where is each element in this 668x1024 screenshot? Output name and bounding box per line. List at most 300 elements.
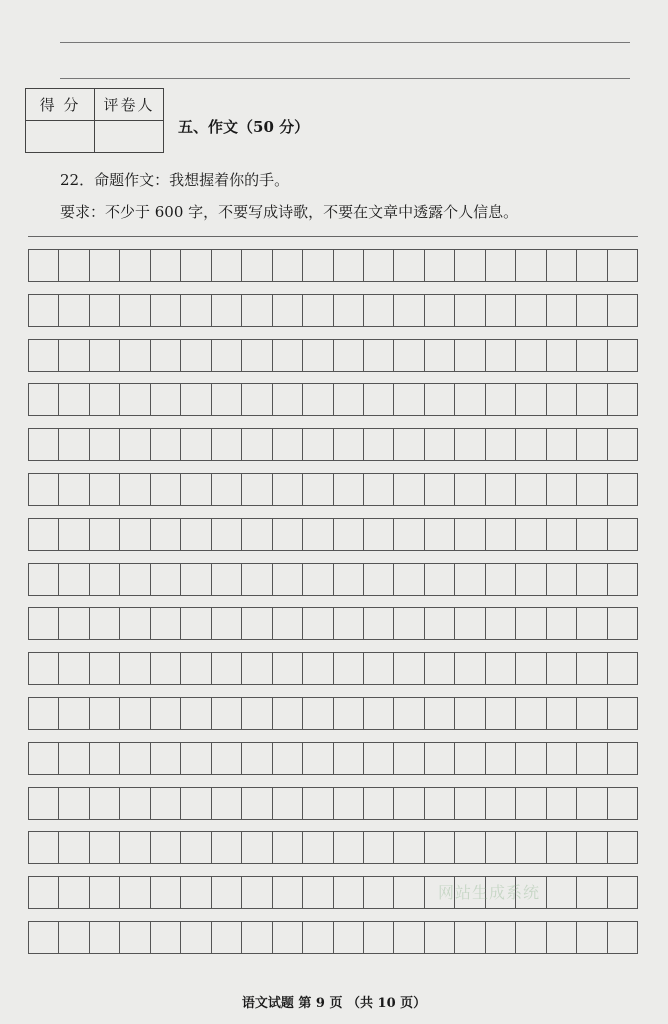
grid-cell[interactable]: [119, 653, 149, 684]
grid-cell[interactable]: [89, 877, 119, 908]
grid-cell[interactable]: [211, 340, 241, 371]
grid-cell[interactable]: [28, 877, 58, 908]
grid-cell[interactable]: [119, 295, 149, 326]
grid-cell[interactable]: [58, 340, 88, 371]
grid-cell[interactable]: [485, 608, 515, 639]
grid-cell[interactable]: [272, 429, 302, 460]
grid-cell[interactable]: [89, 340, 119, 371]
grid-cell[interactable]: [576, 340, 606, 371]
grid-cell[interactable]: [363, 743, 393, 774]
grid-cell[interactable]: [211, 788, 241, 819]
grid-cell[interactable]: [333, 653, 363, 684]
grid-cell[interactable]: [119, 564, 149, 595]
grid-cell[interactable]: [454, 564, 484, 595]
grid-cell[interactable]: [485, 429, 515, 460]
grid-cell[interactable]: [89, 564, 119, 595]
grid-cell[interactable]: [302, 384, 332, 415]
grid-cell[interactable]: [302, 743, 332, 774]
grid-cell[interactable]: [607, 788, 638, 819]
grid-cell[interactable]: [180, 922, 210, 953]
grid-cell[interactable]: [515, 384, 545, 415]
grid-cell[interactable]: [28, 653, 58, 684]
grid-cell[interactable]: [211, 698, 241, 729]
grid-cell[interactable]: [211, 922, 241, 953]
grid-cell[interactable]: [485, 788, 515, 819]
grid-cell[interactable]: [241, 698, 271, 729]
grid-cell[interactable]: [58, 698, 88, 729]
grid-cell[interactable]: [302, 250, 332, 281]
grid-cell[interactable]: [241, 922, 271, 953]
grid-cell[interactable]: [424, 832, 454, 863]
grid-cell[interactable]: [211, 653, 241, 684]
grid-cell[interactable]: [241, 250, 271, 281]
grid-cell[interactable]: [333, 295, 363, 326]
grid-cell[interactable]: [180, 519, 210, 550]
grid-cell[interactable]: [393, 295, 423, 326]
grid-cell[interactable]: [576, 474, 606, 505]
grid-cell[interactable]: [58, 295, 88, 326]
grid-cell[interactable]: [272, 608, 302, 639]
grid-cell[interactable]: [576, 384, 606, 415]
grid-cell[interactable]: [454, 788, 484, 819]
grid-cell[interactable]: [454, 429, 484, 460]
grid-cell[interactable]: [302, 698, 332, 729]
grid-cell[interactable]: [119, 698, 149, 729]
grid-cell[interactable]: [515, 608, 545, 639]
grid-cell[interactable]: [607, 877, 638, 908]
grid-cell[interactable]: [333, 788, 363, 819]
grid-cell[interactable]: [211, 474, 241, 505]
grid-cell[interactable]: [241, 653, 271, 684]
grid-cell[interactable]: [607, 743, 638, 774]
grid-cell[interactable]: [180, 429, 210, 460]
grid-cell[interactable]: [393, 698, 423, 729]
grid-cell[interactable]: [454, 474, 484, 505]
grid-cell[interactable]: [333, 384, 363, 415]
grid-cell[interactable]: [607, 519, 638, 550]
grid-cell[interactable]: [607, 384, 638, 415]
grid-cell[interactable]: [58, 564, 88, 595]
grid-cell[interactable]: [180, 295, 210, 326]
grid-cell[interactable]: [424, 474, 454, 505]
grid-cell[interactable]: [89, 429, 119, 460]
grid-cell[interactable]: [576, 788, 606, 819]
grid-cell[interactable]: [485, 384, 515, 415]
grid-cell[interactable]: [576, 519, 606, 550]
grid-cell[interactable]: [58, 519, 88, 550]
grid-cell[interactable]: [333, 608, 363, 639]
grid-cell[interactable]: [424, 788, 454, 819]
grid-cell[interactable]: [89, 788, 119, 819]
grid-cell[interactable]: [150, 832, 180, 863]
grid-cell[interactable]: [485, 340, 515, 371]
grid-cell[interactable]: [333, 922, 363, 953]
grid-cell[interactable]: [363, 429, 393, 460]
grid-cell[interactable]: [515, 832, 545, 863]
grid-cell[interactable]: [272, 788, 302, 819]
grid-cell[interactable]: [241, 340, 271, 371]
grid-cell[interactable]: [393, 250, 423, 281]
grid-cell[interactable]: [150, 922, 180, 953]
grid-cell[interactable]: [333, 340, 363, 371]
grid-cell[interactable]: [576, 429, 606, 460]
grid-cell[interactable]: [424, 743, 454, 774]
grid-cell[interactable]: [150, 340, 180, 371]
grid-cell[interactable]: [241, 743, 271, 774]
grid-cell[interactable]: [211, 519, 241, 550]
grid-cell[interactable]: [119, 922, 149, 953]
grid-cell[interactable]: [333, 429, 363, 460]
grid-cell[interactable]: [515, 564, 545, 595]
grid-cell[interactable]: [393, 788, 423, 819]
grid-cell[interactable]: [241, 384, 271, 415]
grid-cell[interactable]: [28, 788, 58, 819]
grid-cell[interactable]: [393, 608, 423, 639]
grid-cell[interactable]: [89, 743, 119, 774]
grid-cell[interactable]: [150, 743, 180, 774]
grid-cell[interactable]: [89, 384, 119, 415]
grid-cell[interactable]: [302, 832, 332, 863]
grid-cell[interactable]: [180, 340, 210, 371]
grid-cell[interactable]: [150, 474, 180, 505]
grid-cell[interactable]: [302, 653, 332, 684]
grid-cell[interactable]: [363, 340, 393, 371]
grid-cell[interactable]: [272, 653, 302, 684]
grid-cell[interactable]: [546, 384, 576, 415]
grid-cell[interactable]: [211, 429, 241, 460]
grid-cell[interactable]: [607, 564, 638, 595]
grid-cell[interactable]: [28, 340, 58, 371]
grid-cell[interactable]: [424, 250, 454, 281]
grid-cell[interactable]: [485, 922, 515, 953]
grid-cell[interactable]: [363, 250, 393, 281]
grid-cell[interactable]: [211, 608, 241, 639]
grid-cell[interactable]: [607, 250, 638, 281]
grid-cell[interactable]: [119, 429, 149, 460]
grid-cell[interactable]: [302, 474, 332, 505]
grid-cell[interactable]: [454, 832, 484, 863]
grid-cell[interactable]: [241, 608, 271, 639]
grid-cell[interactable]: [363, 474, 393, 505]
grid-cell[interactable]: [607, 832, 638, 863]
grid-cell[interactable]: [28, 250, 58, 281]
grid-cell[interactable]: [272, 877, 302, 908]
grid-cell[interactable]: [333, 698, 363, 729]
grid-cell[interactable]: [119, 474, 149, 505]
grid-cell[interactable]: [485, 653, 515, 684]
grid-cell[interactable]: [119, 743, 149, 774]
grid-cell[interactable]: [58, 384, 88, 415]
grid-cell[interactable]: [607, 698, 638, 729]
grid-cell[interactable]: [333, 519, 363, 550]
grid-cell[interactable]: [89, 653, 119, 684]
grid-cell[interactable]: [272, 564, 302, 595]
grid-cell[interactable]: [302, 922, 332, 953]
grid-cell[interactable]: [272, 698, 302, 729]
grid-cell[interactable]: [393, 922, 423, 953]
grid-cell[interactable]: [119, 384, 149, 415]
grid-cell[interactable]: [150, 698, 180, 729]
grid-cell[interactable]: [333, 564, 363, 595]
grid-cell[interactable]: [180, 384, 210, 415]
grid-cell[interactable]: [28, 519, 58, 550]
grid-cell[interactable]: [272, 743, 302, 774]
grid-cell[interactable]: [393, 519, 423, 550]
grid-cell[interactable]: [363, 698, 393, 729]
grid-cell[interactable]: [546, 788, 576, 819]
grid-cell[interactable]: [393, 429, 423, 460]
grid-cell[interactable]: [363, 519, 393, 550]
score-field[interactable]: [26, 121, 95, 153]
grid-cell[interactable]: [424, 608, 454, 639]
grid-cell[interactable]: [150, 608, 180, 639]
grid-cell[interactable]: [454, 608, 484, 639]
grid-cell[interactable]: [150, 429, 180, 460]
grid-cell[interactable]: [150, 519, 180, 550]
grid-cell[interactable]: [150, 250, 180, 281]
grid-cell[interactable]: [393, 564, 423, 595]
grid-cell[interactable]: [393, 384, 423, 415]
grid-cell[interactable]: [241, 474, 271, 505]
grid-cell[interactable]: [363, 564, 393, 595]
grid-cell[interactable]: [393, 653, 423, 684]
grid-cell[interactable]: [28, 922, 58, 953]
grid-cell[interactable]: [241, 519, 271, 550]
grid-cell[interactable]: [485, 832, 515, 863]
grid-cell[interactable]: [515, 653, 545, 684]
grid-cell[interactable]: [119, 832, 149, 863]
grid-cell[interactable]: [302, 340, 332, 371]
grid-cell[interactable]: [607, 295, 638, 326]
grid-cell[interactable]: [302, 295, 332, 326]
grid-cell[interactable]: [180, 832, 210, 863]
grid-cell[interactable]: [515, 474, 545, 505]
grid-cell[interactable]: [211, 564, 241, 595]
grid-cell[interactable]: [546, 653, 576, 684]
grid-cell[interactable]: [393, 877, 423, 908]
grid-cell[interactable]: [454, 384, 484, 415]
grid-cell[interactable]: [272, 922, 302, 953]
grid-cell[interactable]: [272, 340, 302, 371]
grid-cell[interactable]: [58, 474, 88, 505]
grid-cell[interactable]: [89, 608, 119, 639]
grid-cell[interactable]: [454, 250, 484, 281]
grid-cell[interactable]: [58, 788, 88, 819]
grid-cell[interactable]: [58, 250, 88, 281]
grid-cell[interactable]: [302, 877, 332, 908]
grid-cell[interactable]: [607, 922, 638, 953]
grid-cell[interactable]: [180, 608, 210, 639]
grid-cell[interactable]: [119, 340, 149, 371]
grid-cell[interactable]: [58, 743, 88, 774]
grid-cell[interactable]: [180, 788, 210, 819]
grid-cell[interactable]: [576, 608, 606, 639]
grid-cell[interactable]: [363, 877, 393, 908]
grid-cell[interactable]: [576, 832, 606, 863]
grid-cell[interactable]: [119, 788, 149, 819]
grid-cell[interactable]: [576, 698, 606, 729]
grid-cell[interactable]: [515, 788, 545, 819]
grid-cell[interactable]: [89, 832, 119, 863]
grid-cell[interactable]: [180, 698, 210, 729]
grid-cell[interactable]: [363, 922, 393, 953]
grid-cell[interactable]: [546, 832, 576, 863]
grid-cell[interactable]: [515, 250, 545, 281]
grid-cell[interactable]: [180, 877, 210, 908]
grid-cell[interactable]: [211, 877, 241, 908]
grid-cell[interactable]: [546, 743, 576, 774]
grid-cell[interactable]: [546, 877, 576, 908]
grid-cell[interactable]: [576, 922, 606, 953]
grid-cell[interactable]: [515, 340, 545, 371]
grid-cell[interactable]: [515, 922, 545, 953]
grid-cell[interactable]: [424, 384, 454, 415]
grid-cell[interactable]: [211, 743, 241, 774]
grid-cell[interactable]: [424, 429, 454, 460]
grid-cell[interactable]: [150, 877, 180, 908]
grid-cell[interactable]: [485, 519, 515, 550]
grid-cell[interactable]: [546, 295, 576, 326]
grid-cell[interactable]: [150, 653, 180, 684]
grid-cell[interactable]: [363, 653, 393, 684]
grid-cell[interactable]: [546, 564, 576, 595]
grid-cell[interactable]: [272, 384, 302, 415]
grid-cell[interactable]: [89, 519, 119, 550]
grader-field[interactable]: [95, 121, 164, 153]
grid-cell[interactable]: [333, 877, 363, 908]
grid-cell[interactable]: [454, 922, 484, 953]
grid-cell[interactable]: [546, 474, 576, 505]
grid-cell[interactable]: [302, 788, 332, 819]
grid-cell[interactable]: [333, 743, 363, 774]
grid-cell[interactable]: [607, 653, 638, 684]
grid-cell[interactable]: [58, 832, 88, 863]
grid-cell[interactable]: [576, 877, 606, 908]
grid-cell[interactable]: [302, 564, 332, 595]
grid-cell[interactable]: [58, 877, 88, 908]
grid-cell[interactable]: [211, 250, 241, 281]
grid-cell[interactable]: [546, 519, 576, 550]
grid-cell[interactable]: [89, 922, 119, 953]
grid-cell[interactable]: [607, 340, 638, 371]
grid-cell[interactable]: [393, 340, 423, 371]
grid-cell[interactable]: [393, 832, 423, 863]
grid-cell[interactable]: [241, 429, 271, 460]
grid-cell[interactable]: [485, 250, 515, 281]
grid-cell[interactable]: [546, 340, 576, 371]
grid-cell[interactable]: [28, 474, 58, 505]
grid-cell[interactable]: [150, 295, 180, 326]
grid-cell[interactable]: [28, 295, 58, 326]
grid-cell[interactable]: [546, 922, 576, 953]
grid-cell[interactable]: [28, 832, 58, 863]
grid-cell[interactable]: [546, 250, 576, 281]
grid-cell[interactable]: [424, 564, 454, 595]
grid-cell[interactable]: [272, 832, 302, 863]
grid-cell[interactable]: [424, 340, 454, 371]
grid-cell[interactable]: [272, 295, 302, 326]
grid-cell[interactable]: [576, 564, 606, 595]
grid-cell[interactable]: [89, 698, 119, 729]
grid-cell[interactable]: [150, 564, 180, 595]
grid-cell[interactable]: [485, 295, 515, 326]
grid-cell[interactable]: [424, 698, 454, 729]
grid-cell[interactable]: [28, 429, 58, 460]
grid-cell[interactable]: [576, 250, 606, 281]
grid-cell[interactable]: [424, 295, 454, 326]
grid-cell[interactable]: [241, 832, 271, 863]
grid-cell[interactable]: [576, 743, 606, 774]
grid-cell[interactable]: [180, 564, 210, 595]
grid-cell[interactable]: [272, 250, 302, 281]
grid-cell[interactable]: [58, 922, 88, 953]
grid-cell[interactable]: [302, 519, 332, 550]
grid-cell[interactable]: [333, 832, 363, 863]
grid-cell[interactable]: [211, 384, 241, 415]
grid-cell[interactable]: [515, 295, 545, 326]
grid-cell[interactable]: [241, 295, 271, 326]
grid-cell[interactable]: [454, 653, 484, 684]
grid-cell[interactable]: [546, 698, 576, 729]
grid-cell[interactable]: [515, 519, 545, 550]
grid-cell[interactable]: [119, 608, 149, 639]
grid-cell[interactable]: [607, 474, 638, 505]
grid-cell[interactable]: [211, 832, 241, 863]
grid-cell[interactable]: [119, 519, 149, 550]
grid-cell[interactable]: [576, 295, 606, 326]
grid-cell[interactable]: [363, 788, 393, 819]
grid-cell[interactable]: [546, 608, 576, 639]
writing-grid[interactable]: [28, 236, 638, 954]
grid-cell[interactable]: [302, 608, 332, 639]
grid-cell[interactable]: [58, 653, 88, 684]
grid-cell[interactable]: [546, 429, 576, 460]
grid-cell[interactable]: [515, 698, 545, 729]
grid-cell[interactable]: [28, 564, 58, 595]
grid-cell[interactable]: [89, 295, 119, 326]
grid-cell[interactable]: [180, 250, 210, 281]
grid-cell[interactable]: [576, 653, 606, 684]
grid-cell[interactable]: [180, 653, 210, 684]
grid-cell[interactable]: [333, 250, 363, 281]
grid-cell[interactable]: [180, 474, 210, 505]
grid-cell[interactable]: [241, 877, 271, 908]
grid-cell[interactable]: [515, 743, 545, 774]
grid-cell[interactable]: [454, 340, 484, 371]
grid-cell[interactable]: [211, 295, 241, 326]
grid-cell[interactable]: [28, 698, 58, 729]
grid-cell[interactable]: [272, 474, 302, 505]
grid-cell[interactable]: [363, 295, 393, 326]
grid-cell[interactable]: [302, 429, 332, 460]
grid-cell[interactable]: [424, 653, 454, 684]
grid-cell[interactable]: [393, 474, 423, 505]
grid-cell[interactable]: [119, 250, 149, 281]
grid-cell[interactable]: [150, 384, 180, 415]
grid-cell[interactable]: [424, 519, 454, 550]
grid-cell[interactable]: [119, 877, 149, 908]
grid-cell[interactable]: [272, 519, 302, 550]
grid-cell[interactable]: [89, 474, 119, 505]
grid-cell[interactable]: [363, 384, 393, 415]
grid-cell[interactable]: [485, 564, 515, 595]
grid-cell[interactable]: [363, 832, 393, 863]
grid-cell[interactable]: [424, 922, 454, 953]
grid-cell[interactable]: [607, 429, 638, 460]
grid-cell[interactable]: [454, 519, 484, 550]
grid-cell[interactable]: [28, 384, 58, 415]
grid-cell[interactable]: [485, 743, 515, 774]
